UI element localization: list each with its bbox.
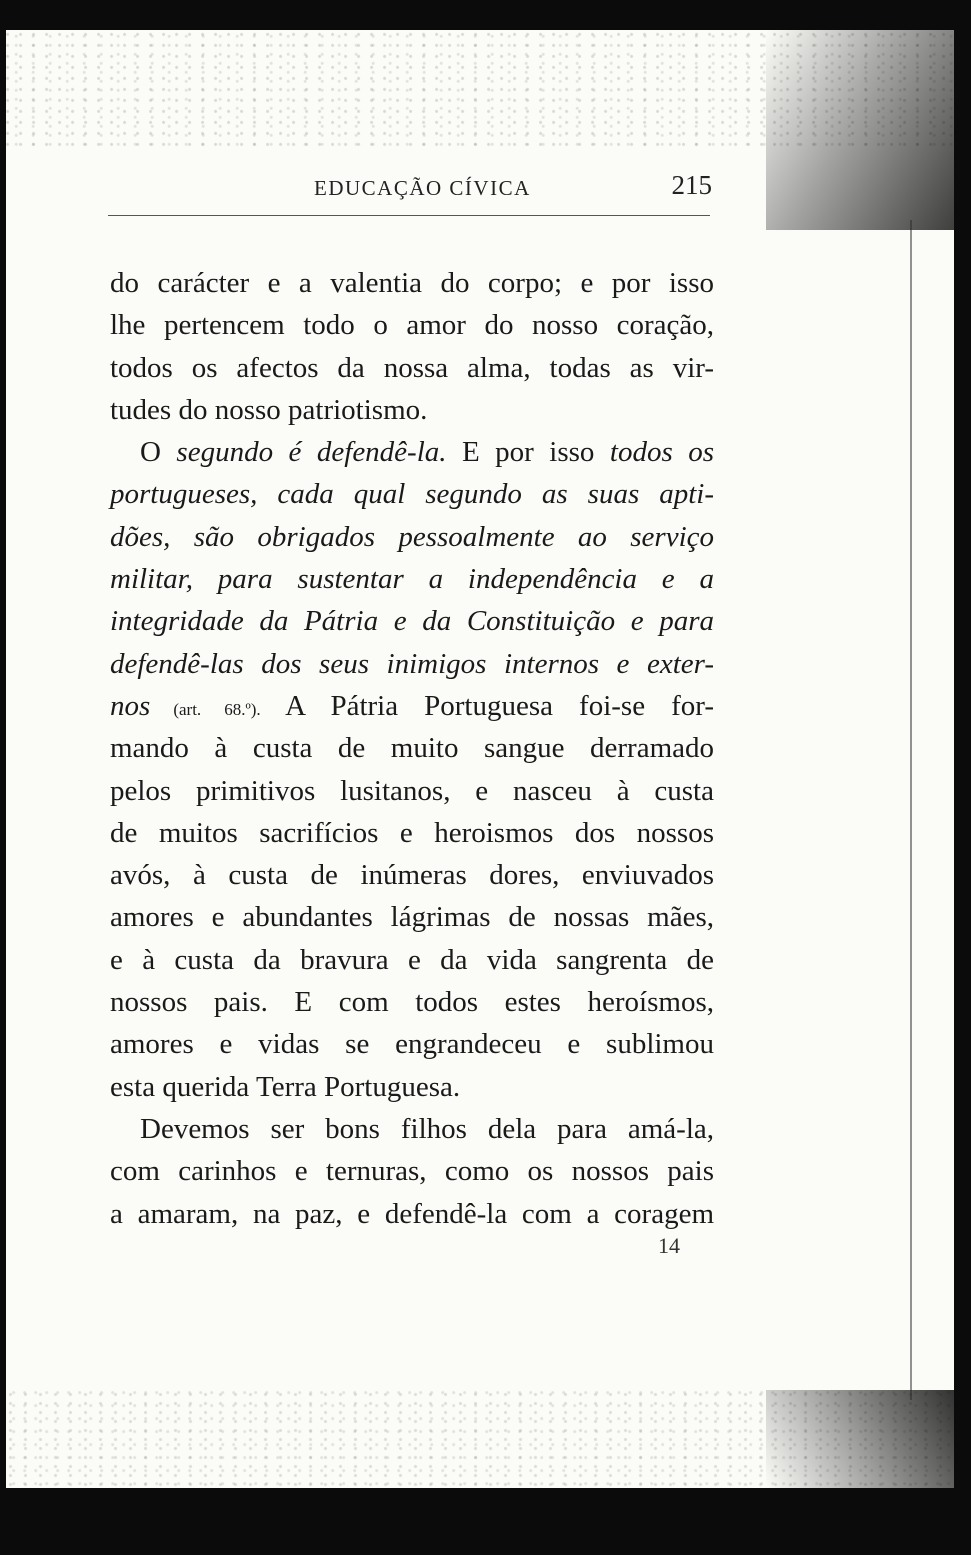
text-line: Devemos ser bons filhos dela para amá-la, [140,1112,714,1145]
text-line: avós, à custa de inúmeras dores, enviuvados [110,859,714,892]
running-head [104,170,712,210]
text-line-italic: defendê-las dos seus inimigos internos e exter- [110,647,714,680]
text-line-italic: dões, são obrigados pessoalmente ao serviço [110,520,714,553]
running-title: EDUCAÇÃO CÍVICA [314,176,531,200]
text-line: com carinhos e ternuras, como os nossos pais [110,1155,714,1188]
text-line: pelos primitivos lusitanos, e nasceu à custa [110,774,714,807]
italic-run: nos [110,689,151,722]
body-text [110,262,714,1235]
roman-run: A Pátria Portuguesa foi-se for- [260,689,714,722]
text-line: do carácter e a valentia do corpo; e por isso [110,267,714,299]
page-number: 215 [671,170,712,200]
italic-run: todos os [609,436,715,469]
italic-run: segundo é defendê-la. [176,436,447,469]
page-edge-line [910,220,912,1400]
text-line: nossos pais. E com todos estes heroísmos, [110,986,714,1019]
printer-signature-mark: 14 [658,1233,680,1258]
text-line: amores e vidas se engrandeceu e sublimou [110,1028,714,1061]
header-rule [108,215,710,216]
text-line-italic: portugueses, cada qual segundo as suas apti- [110,478,714,511]
text-line: mando à custa de muito sangue derramado [110,732,714,765]
text-line: amores e abundantes lágrimas de nossas mães, [110,901,714,934]
text-line: esta querida Terra Portuguesa. [110,1070,461,1103]
text-line: lhe pertencem todo o amor do nosso coração, [110,309,714,342]
text-line: a amaram, na paz, e defendê-la com a coragem [110,1197,714,1230]
text-line-italic: militar, para sustentar a independência e a [110,563,714,596]
scan-shadow-bottom-right [766,1390,954,1488]
text-line: tudes do nosso patriotismo. [110,393,428,426]
text-line [110,431,714,473]
text-line: e à custa da bravura e da vida sangrenta de [110,943,714,976]
scan-shadow-top-right [766,30,954,230]
text-line: de muitos sacrifícios e heroismos dos nossos [110,816,714,849]
text-line [110,685,714,727]
text-line: todos os afectos da nossa alma, todas as vir- [110,351,714,384]
roman-run: E por isso [446,436,610,469]
roman-run: O [140,436,177,469]
text-line-italic: integridade da Pátria e da Constituição e para [110,605,714,638]
article-reference: (art. 68.º). [150,699,261,719]
